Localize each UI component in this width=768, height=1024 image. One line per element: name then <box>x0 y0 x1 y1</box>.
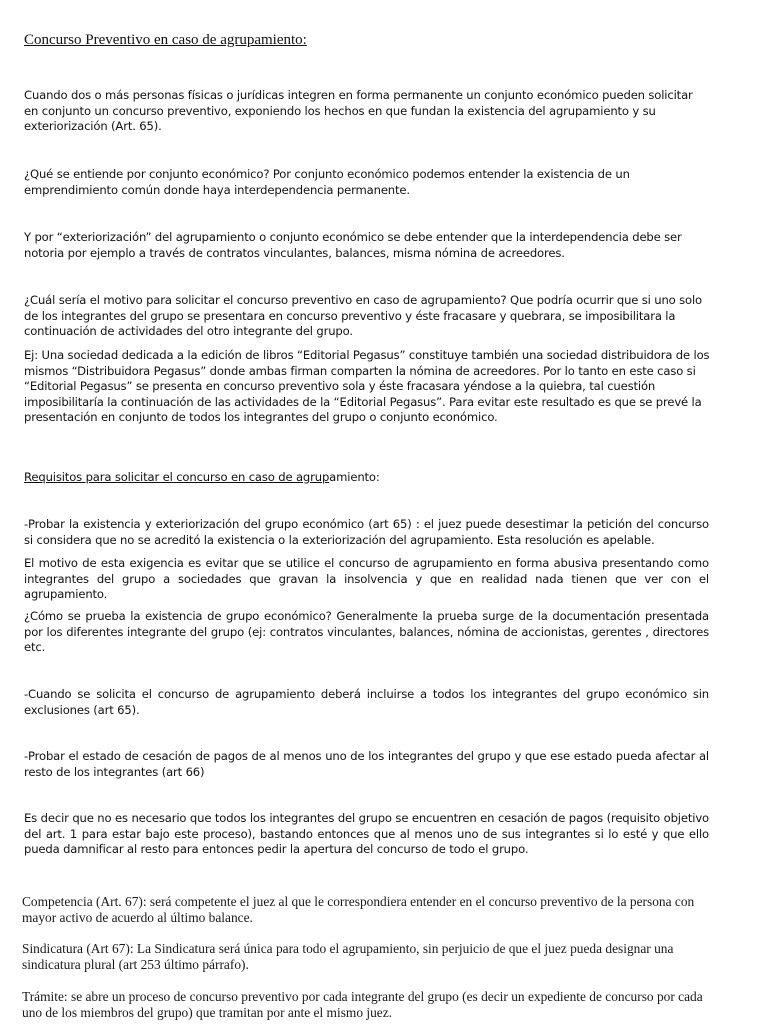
motivo-paragraph: ¿Cuál sería el motivo para solicitar el concurso preventivo en caso de agrupamiento? Que podría ocurrir que si uno solo de los integrantes del grupo se presentara en concurso preventivo y éste fracasare y quebrara, se imposibilitara la continuación de actividades del otro integrante del grupo. <box>24 293 703 339</box>
requisito-2: -Cuando se solicita el concurso de agrupamiento deberá incluirse a todos los integrantes del grupo económico sin exclusiones (art 65). <box>24 687 709 717</box>
competencia-paragraph: Competencia (Art. 67): será competente el juez al que le correspondiera entender en el concurso preventivo de la persona con mayor activo de acuerdo al último balance. <box>22 894 695 925</box>
conjunto-economico-paragraph: ¿Qué se entiende por conjunto económico? Por conjunto económico podemos entender la existencia de un emprendimiento común donde haya interdependencia permanente. <box>24 167 630 197</box>
intro-paragraph: Cuando dos o más personas físicas o jurídicas integren en forma permanente un conjunto económico pueden solicitar en conjunto un concurso preventivo, exponiendo los hechos en que fundan la existencia del agrupamiento y su exteriorización (Art. 65). <box>24 88 693 134</box>
requisitos-heading-rest: amiento: <box>329 470 380 484</box>
requisito-1-prueba: ¿Cómo se prueba la existencia de grupo económico? Generalmente la prueba surge de la documentación presentada por los diferentes integrante del grupo (ej: contratos vinculantes, balances, nómina de accionistas, gerentes , directores etc. <box>24 609 709 655</box>
requisitos-heading <box>24 470 624 486</box>
ejemplo-paragraph: Ej: Una sociedad dedicada a la edición de libros “Editorial Pegasus” constituye también una sociedad distribuidora de los mismos “Distribuidora Pegasus” donde ambas firman comparten la nómina de acreedores. Por lo tanto en este caso si “Editorial Pegasus” se presenta en concurso preventivo sola y éste fracasara yéndose a la quiebra, tal cuestión imposibilitaría la continuación de las actividades de la “Editorial Pegasus”. Para evitar este resultado es que se prevé la presentación en conjunto de todos los integrantes del grupo o conjunto económico. <box>24 348 710 425</box>
requisitos-heading-underlined: Requisitos para solicitar el concurso en caso de agrup <box>24 470 330 484</box>
sindicatura-paragraph: Sindicatura (Art 67): La Sindicatura será única para todo el agrupamiento, sin perjuicio de que el juez pueda designar una sindicatura plural (art 253 último párrafo). <box>22 941 674 972</box>
requisito-1-motivo: El motivo de esta exigencia es evitar que se utilice el concurso de agrupamiento en forma abusiva presentando como integrantes del grupo a sociedades que gravan la insolvencia y que en realidad nada tienen que ver con el agrupamiento. <box>24 556 709 602</box>
requisito-1: -Probar la existencia y exteriorización del grupo económico (art 65) : el juez puede desestimar la petición del concurso si considera que no se acreditó la existencia o la exteriorización del agrupamiento. Esta resolución es apelable. <box>24 517 709 547</box>
document-title: Concurso Preventivo en caso de agrupamiento: <box>24 32 307 48</box>
requisito-3-detalle: Es decir que no es necesario que todos los integrantes del grupo se encuentren en cesación de pagos (requisito objetivo del art. 1 para estar bajo este proceso), bastando entonces que al menos uno de sus integrantes si lo esté y que ello pueda damnificar al resto para entonces pedir la apertura del concurso de todo el grupo. <box>24 811 709 857</box>
exteriorizacion-paragraph: Y por “exteriorización” del agrupamiento o conjunto económico se debe entender que la interdependencia debe ser notoria por ejemplo a través de contratos vinculantes, balances, misma nómina de acreedores. <box>24 230 682 260</box>
tramite-paragraph: Trámite: se abre un proceso de concurso preventivo por cada integrante del grupo (es decir un expediente de concurso por cada uno de los miembros del grupo) que tramitan por ante el mismo juez. <box>22 989 703 1020</box>
requisito-3: -Probar el estado de cesación de pagos de al menos uno de los integrantes del grupo y que ese estado pueda afectar al resto de los integrantes (art 66) <box>24 749 709 779</box>
